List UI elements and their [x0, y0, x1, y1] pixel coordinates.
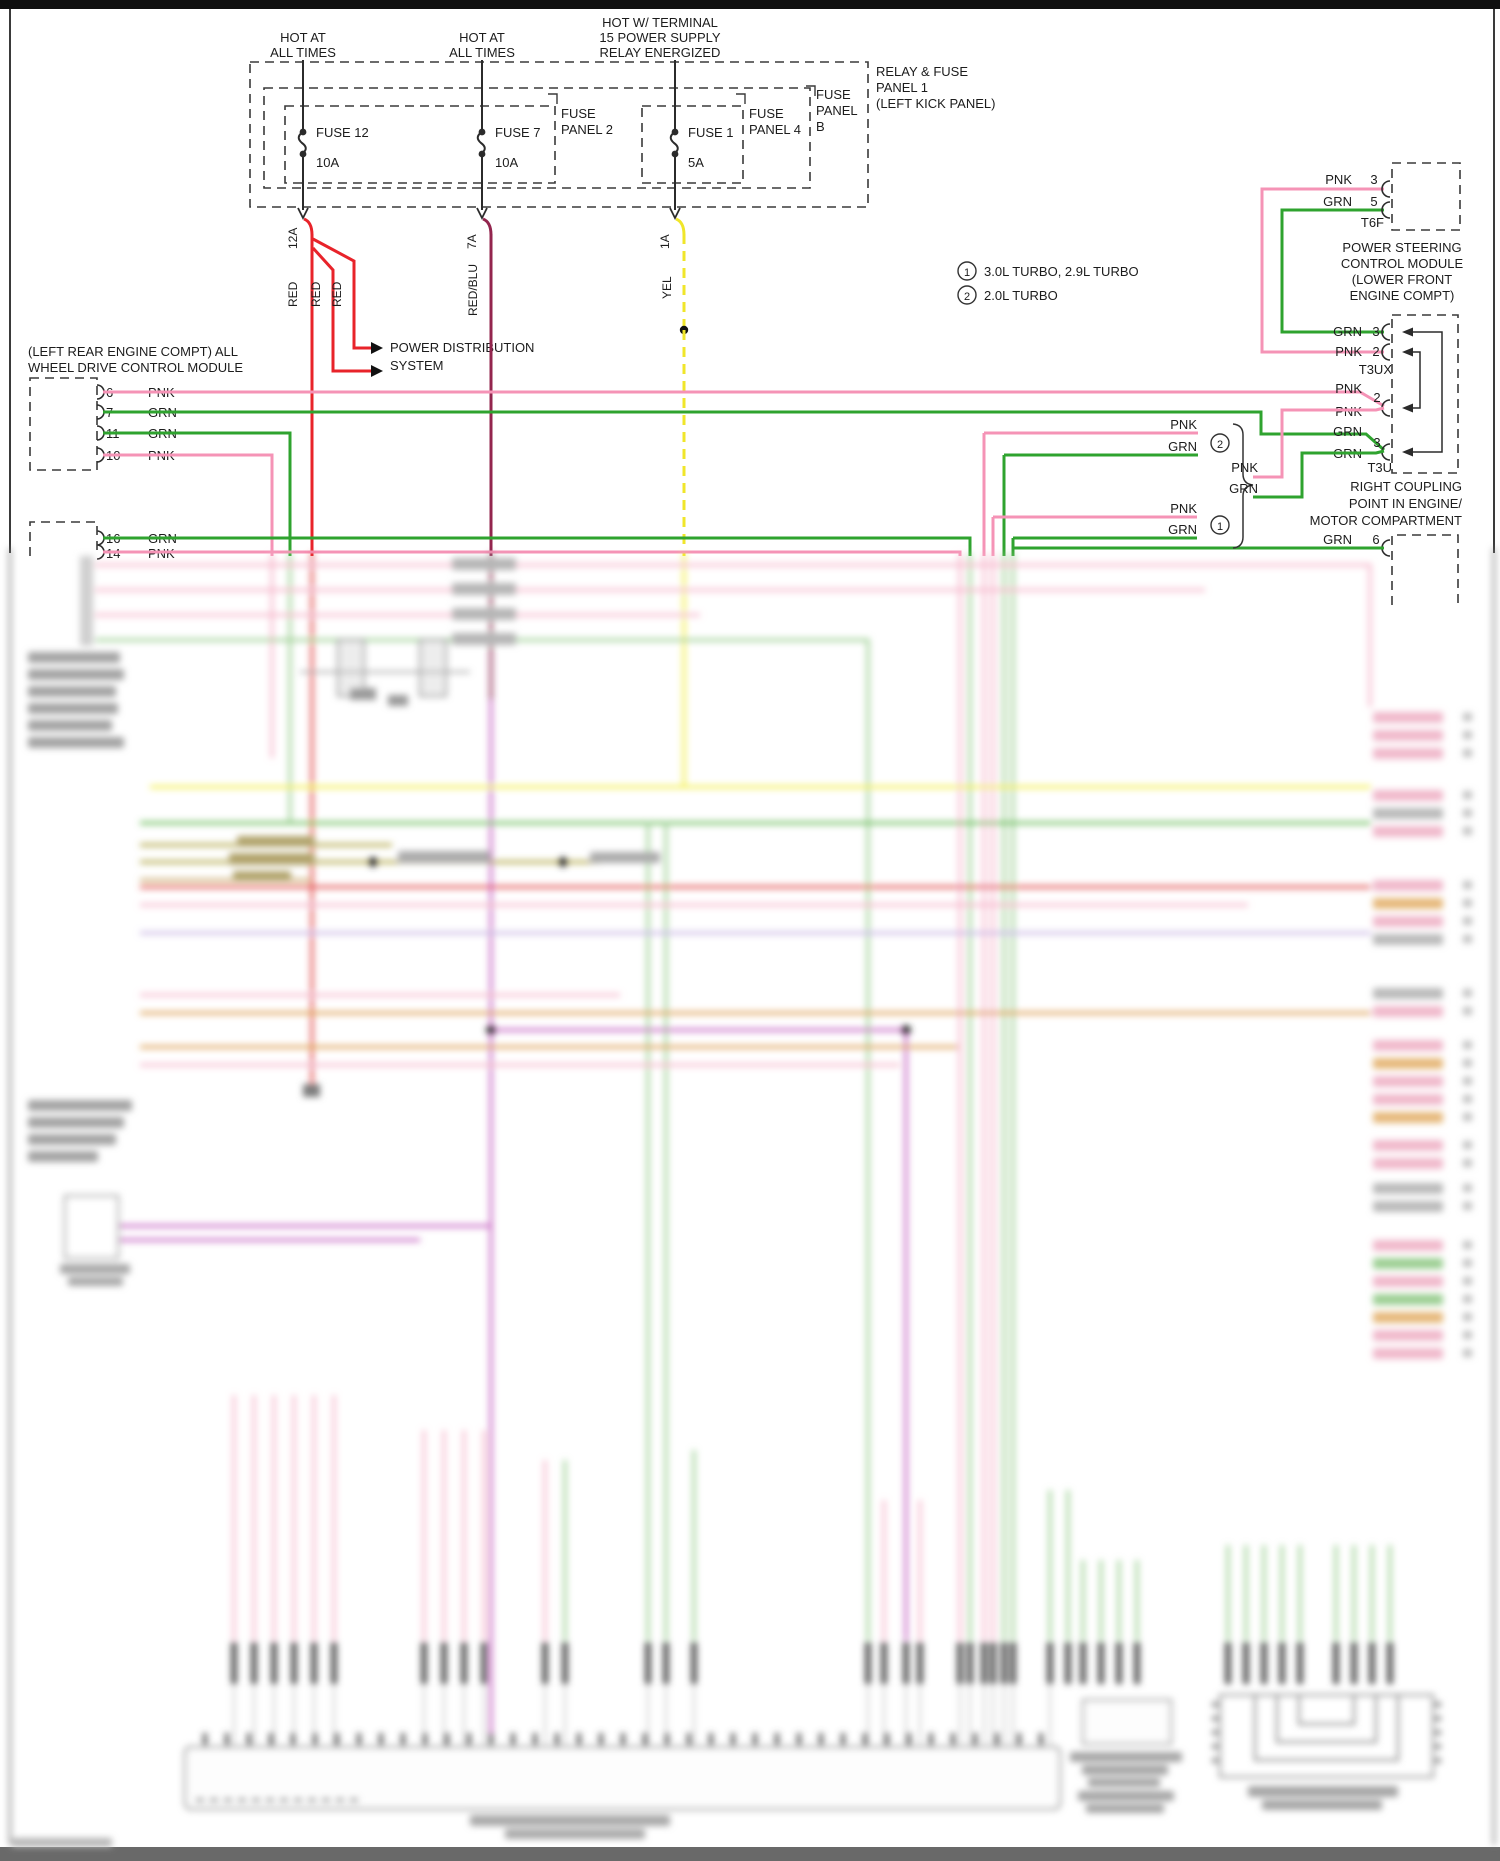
- panel4-label: FUSE: [749, 106, 784, 121]
- coupling-internal-links: [1402, 328, 1442, 457]
- wire-color-label: PNK: [1335, 381, 1362, 396]
- wire-color-label: GRN: [1229, 481, 1258, 496]
- pin-num: 3: [1373, 435, 1381, 450]
- wire-color-label: GRN: [1323, 194, 1352, 209]
- arrow-icon: [371, 342, 383, 354]
- wire-color-label: GRN: [1168, 439, 1197, 454]
- fuse-name: FUSE 7: [495, 125, 541, 140]
- awd-pin-arcs: [97, 385, 104, 559]
- watermark: [12, 1838, 112, 1847]
- wire-color-label: PNK: [1335, 404, 1362, 419]
- panel-labels: [561, 64, 995, 137]
- panel2-label: PANEL 2: [561, 122, 614, 137]
- feed-label: HOT W/ TERMINAL: [602, 15, 718, 30]
- bottom-bar: [0, 1847, 1500, 1861]
- connector-id: T3U: [1367, 460, 1392, 475]
- legend-text: 2.0L TURBO: [984, 288, 1058, 303]
- wire-color-label: PNK: [1231, 460, 1258, 475]
- pin-num: 14: [106, 546, 121, 561]
- pin-num: 3: [1370, 172, 1378, 187]
- engine-variant-legend: [958, 262, 1139, 304]
- fuse-name: FUSE 12: [316, 125, 369, 140]
- connector-id: T6F: [1360, 215, 1384, 230]
- fuse-1: [670, 60, 734, 218]
- wire-color-label: GRN: [1323, 532, 1352, 547]
- wire-color-label: PNK: [1335, 344, 1362, 359]
- feed-label: RELAY ENERGIZED: [599, 45, 721, 60]
- fuses: [298, 60, 734, 218]
- steering-title: (LOWER FRONT: [1351, 272, 1453, 287]
- wire-color-label: GRN: [1168, 522, 1197, 537]
- pin-color: GRN: [148, 426, 177, 441]
- variant-symbol: 1: [1216, 521, 1224, 533]
- power-steering-module: [1262, 163, 1463, 352]
- bottom-connector: [185, 1747, 1060, 1809]
- awd-title: (LEFT REAR ENGINE COMPT) ALL: [28, 344, 238, 359]
- panel1-label: PANEL 1: [876, 80, 929, 95]
- fuse-name: FUSE 1: [688, 125, 734, 140]
- feed-label: 15 POWER SUPPLY: [599, 30, 721, 45]
- pin-num: 10: [106, 448, 121, 463]
- pin-num: 5: [1370, 194, 1378, 209]
- coupling-title: RIGHT COUPLING: [1350, 479, 1462, 494]
- feed-label: HOT AT: [280, 30, 326, 45]
- power-distribution-label: SYSTEM: [390, 358, 444, 373]
- steering-title: POWER STEERING: [1342, 240, 1462, 255]
- pin-num: 16: [106, 531, 121, 546]
- red-circuit: [286, 219, 534, 556]
- legend-symbol: 1: [963, 267, 971, 279]
- wire-color-label: GRN: [1333, 446, 1362, 461]
- wire-color-label: RED: [286, 281, 300, 307]
- fuse-7: [477, 60, 541, 218]
- panel-b-label: PANEL: [816, 103, 858, 118]
- steering-title: ENGINE COMPT): [1349, 288, 1455, 303]
- yellow-circuit: [658, 219, 688, 556]
- panel-b-label: FUSE: [816, 87, 851, 102]
- wire-color-label: RED: [309, 281, 323, 307]
- awd-control-module: [28, 344, 243, 561]
- panel2-box: [285, 106, 555, 183]
- connector-id: T3UX: [1358, 362, 1392, 377]
- pin-num: 7: [106, 405, 114, 420]
- steering-title: CONTROL MODULE: [1340, 256, 1464, 271]
- right-label-column: [1373, 712, 1472, 1359]
- coupling-title: POINT IN ENGINE/: [1348, 496, 1462, 511]
- variant-symbol: 2: [1216, 439, 1224, 451]
- pin-12a-label: 12A: [286, 227, 300, 249]
- pin-num: 11: [106, 426, 120, 441]
- panel2-label: FUSE: [561, 106, 596, 121]
- wire-color-label: RED/BLU: [466, 263, 480, 316]
- wire-color-label: YEL: [660, 276, 674, 299]
- panel4-label: PANEL 4: [749, 122, 802, 137]
- pin-color: PNK: [148, 385, 175, 400]
- fuse-rating: 10A: [316, 155, 340, 170]
- pin-num: 2: [1373, 390, 1381, 405]
- t6f-pin-arcs: [1382, 181, 1390, 218]
- red-blu-circuit: [465, 219, 491, 556]
- wire-color-label: PNK: [1325, 172, 1352, 187]
- feed-label: HOT AT: [459, 30, 505, 45]
- panel4-box: [642, 106, 743, 183]
- wire-color-label: PNK: [1170, 501, 1197, 516]
- panel1-label: RELAY & FUSE: [876, 64, 968, 79]
- wire-color-label: GRN: [1333, 424, 1362, 439]
- panel1-label: (LEFT KICK PANEL): [876, 96, 996, 111]
- wire-color-label: GRN: [1333, 324, 1362, 339]
- pin-num: 3: [1372, 324, 1380, 339]
- legend-text: 3.0L TURBO, 2.9L TURBO: [984, 264, 1139, 279]
- pin-num: 2: [1372, 344, 1380, 359]
- power-distribution-label: POWER DISTRIBUTION: [390, 340, 535, 355]
- fuse-rating: 5A: [688, 155, 704, 170]
- coupling-title: MOTOR COMPARTMENT: [1309, 513, 1462, 528]
- blurred-lower-section: [10, 548, 1494, 1847]
- fuse-rating: 10A: [495, 155, 519, 170]
- pin-num: 6: [106, 385, 114, 400]
- panel-b-label: B: [816, 119, 825, 134]
- wire-color-label: RED: [330, 281, 344, 307]
- pin-num: 6: [1372, 532, 1380, 547]
- awd-title: WHEEL DRIVE CONTROL MODULE: [28, 360, 244, 375]
- fuse-12: [298, 60, 369, 218]
- legend-symbol: 2: [963, 291, 971, 303]
- pin-color: GRN: [148, 405, 177, 420]
- feed-label: ALL TIMES: [270, 45, 336, 60]
- pin-color: PNK: [148, 546, 175, 561]
- power-feed-labels: [270, 15, 721, 60]
- pin-color: PNK: [148, 448, 175, 463]
- pin-1a-label: 1A: [658, 234, 672, 249]
- feed-label: ALL TIMES: [449, 45, 515, 60]
- pin-color: GRN: [148, 531, 177, 546]
- wire-color-label: PNK: [1170, 417, 1197, 432]
- pin-7a-label: 7A: [465, 234, 479, 249]
- arrow-icon: [371, 365, 383, 377]
- connector-pin-ticks: [231, 1642, 1393, 1684]
